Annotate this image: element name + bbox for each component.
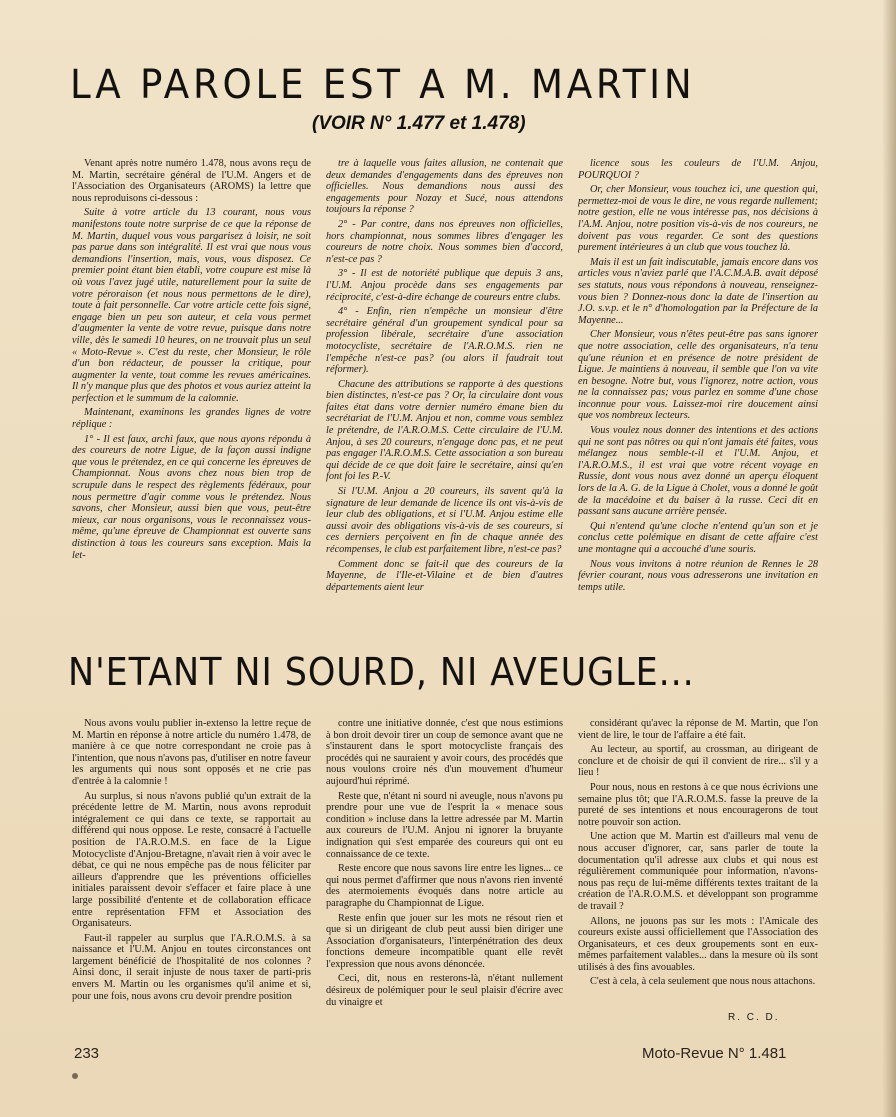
paragraph: Nous avons voulu publier in-extenso la lettre reçue de M. Martin en réponse à notre article du numéro 1.478, de manière à ce que notre correspondant ne croie pas à l'intention, que nous n'avons pas, d'utiliser en notre faveur les arguments qui nous sont opposés et ne crie pas d'entrée à la calomnie ! bbox=[72, 718, 311, 787]
paragraph: Reste enfin que jouer sur les mots ne résout rien et que si un dirigeant de club peut aussi bien diriger une Association d'organisateurs, l'interpénétration des deux fonctions demeure incompatible quant elle revêt l'expression que nous avons dénoncée. bbox=[326, 912, 563, 970]
paragraph: 4° - Enfin, rien n'empêche un monsieur d'être secrétaire général d'un groupement syndical pour sa profession libérale, secrétaire d'une association motocycliste, secrétaire de l'A.R.O.M.S. rien ne l'empêche n'est-ce pas? (ou alors il faudrait tout réformer). bbox=[326, 306, 563, 376]
paragraph: tre à laquelle vous faites allusion, ne contenait que deux demandes d'engagements dans des épreuves non officielles. Nous demandions nous aussi des engagements pour Nozay et Sucé, nous attendons toujours la réponse ? bbox=[326, 158, 563, 216]
paragraph: Au lecteur, au sportif, au crossman, au dirigeant de conclure et de choisir de qui il convient de rire... s'il y a lieu ! bbox=[578, 744, 818, 779]
paragraph: Pour nous, nous en restons à ce que nous écrivions une semaine plus tôt; que l'A.R.O.M.S. fasse la preuve de la pureté de ses intentions et nous encouragerons de tout notre pouvoir son action. bbox=[578, 781, 818, 828]
paragraph: Maintenant, examinons les grandes lignes de votre réplique : bbox=[72, 407, 311, 431]
page-edge-shadow bbox=[882, 0, 896, 1117]
article1-column-1 bbox=[72, 158, 311, 624]
paragraph: Reste que, n'étant ni sourd ni aveugle, nous n'avons pu prendre pour une vue de l'esprit la « menace sous condition » incluse dans la lettre adressée par M. Martin aux coureurs de l'U.M. Anjou ni ignorer la bruyante indignation qui s'est emparée des coureurs qui ont eu connaissance de ce texte. bbox=[326, 790, 563, 860]
article1-column-3 bbox=[578, 158, 818, 624]
article2-title: N'ETANT NI SOURD, NI AVEUGLE... bbox=[68, 650, 695, 694]
publication-footer: Moto-Revue N° 1.481 bbox=[642, 1045, 787, 1062]
paragraph: Cher Monsieur, vous n'êtes peut-être pas sans ignorer que notre association, celle des organisateurs, n'a tenu qu'une réunion et en présence de notre président de Ligue. Je maintiens à nouveau, il semble que l'on va vite en besogne. Notre but, vous l'ignorez, notre action, vous ne la connaissez pas; vous parlez en somme d'une chose inconnue pour vous. Laissez-moi rire doucement ainsi que vos nombreux lecteurs. bbox=[578, 329, 818, 422]
paragraph: contre une initiative donnée, c'est que nous estimions à bon droit devoir tirer un coup de semonce avant que ne s'instaurent dans le sport motocycliste français des procédés qui ne sauraient y avoir cours, des procédés que nous voulons croire nés d'un mouvement d'humeur aujourd'hui réprimé. bbox=[326, 718, 563, 787]
paragraph: Vous voulez nous donner des intentions et des actions qui ne sont pas nôtres ou qui n'ont jamais été faites, vous mélangez nous semble-t-il et l'U.M. Anjou, et l'A.R.O.M.S., il est vrai que votre récent voyage en Russie, dont vous nous avez donné un aperçu éloquent lors de la A. G. de la Ligue à Cholet, vous a donné le goût de la macédoine et du baiser à la russe. Ceci dit en passant sans aucune arrière pensée. bbox=[578, 425, 818, 518]
paragraph: Une action que M. Martin est d'ailleurs mal venu de nous accuser d'ignorer, car, sans parler de toute la documentation qu'il adresse aux clubs et qui nous est régulièrement communiquée pour information, n'avons-nous pas reçu de lui-même différents textes traitant de la création de l'A.R.O.M.S. et développant son programme de travail ? bbox=[578, 831, 818, 912]
paragraph: Or, cher Monsieur, vous touchez ici, une question qui, permettez-moi de vous le dire, ne vous regarde nullement; notre gestion, elle ne vous intéresse pas, nos décisions à l'A.M. Anjou, notre position vis-à-vis de nos coureurs, ne doivent pas vous regarder. Ce sont des questions purement intérieures à un club que vous touchez là. bbox=[578, 184, 818, 254]
paragraph: considérant qu'avec la réponse de M. Martin, que l'on vient de lire, le tour de l'affaire a été fait. bbox=[578, 718, 818, 741]
binding-hole-mark bbox=[72, 1073, 78, 1079]
paragraph: 3° - Il est de notoriété publique que depuis 3 ans, l'U.M. Anjou procède dans ses engagements par réciprocité, c'est-à-dire échange de coureurs entre clubs. bbox=[326, 268, 563, 303]
paragraph: Chacune des attributions se rapporte à des questions bien distinctes, n'est-ce pas ? Or, la circulaire dont vous faites état dans votre dernier numéro émane bien du secrétariat de l'U.M. Anjou et non, comme vous semblez le prétendre, de l'A.R.O.M.S. Cette circulaire de l'U.M. Anjou, à ses 20 coureurs, n'engage donc pas, et ne peut pas engager l'A.R.O.M.S. Cette association a son bureau qui décide de ce que doit faire le secrétaire, ainsi qu'en font foi les P.-V. bbox=[326, 378, 563, 483]
paragraph: Mais il est un fait indiscutable, jamais encore dans vos articles vous n'aviez parlé que l'A.C.M.A.B. avait déposé ses statuts, nous vous répondons à nouveau, renseignez-vous bien ? Donnez-nous donc la date de l'insertion au J.O. s.v.p. et le n° d'homologation par la Préfecture de la Mayenne... bbox=[578, 256, 818, 326]
paragraph: Ceci, dit, nous en resterons-là, n'étant nullement désireux de polémiquer pour le seul plaisir d'écrire avec du vinaigre et bbox=[326, 973, 563, 1008]
article1-title: LA PAROLE EST A M. MARTIN bbox=[70, 62, 696, 108]
paragraph: Allons, ne jouons pas sur les mots : l'Amicale des coureurs existe aussi officiellement que l'Association des Organisateurs, et ces deux groupements sont en eux-mêmes parfaitement valables... dans la mesure où ils sont utilisés à des fins avouables. bbox=[578, 915, 818, 973]
paragraph: Faut-il rappeler au surplus que l'A.R.O.M.S. à sa naissance et l'U.M. Anjou en toutes circonstances ont largement bénéficié de l'hospitalité de nos colonnes ? Ainsi donc, il serait injuste de nous taxer de parti-pris envers M. Martin ou les organismes qu'il anime et si, pour une fois, nous avons cru devoir prendre position bbox=[72, 932, 311, 1002]
paragraph: Comment donc se fait-il que des coureurs de la Mayenne, de l'Ile-et-Vilaine et de bien d'autres départements aient leur bbox=[326, 558, 563, 593]
article1-subtitle: (VOIR N° 1.477 et 1.478) bbox=[312, 113, 526, 134]
paragraph: Venant après notre numéro 1.478, nous avons reçu de M. Martin, secrétaire général de l'U.M. Angers et de l'Association des Organisateurs (AROMS) la lettre que nous reproduisons ci-dessous : bbox=[72, 158, 311, 204]
paragraph: 1° - Il est faux, archi faux, que nous ayons répondu à des coureurs de notre Ligue, de la façon aussi indigne que vous le prétendez, en ce qui concerne les épreuves de Championnat. Nous avons chez nous bien trop de scrupule dans le respect des règlements fédéraux, pour nous permettre d'agir comme vous le prétendez. Nous savons, cher Monsieur, aussi bien que vous, peut-être mieux, car nous organisons, vous le reconnaissez vous-même, qu'une épreuve de Championnat est ouverte sans distinction à tous les coureurs sans exception. Mais la let- bbox=[72, 433, 311, 561]
article2-column-1 bbox=[72, 718, 311, 1038]
paragraph: C'est à cela, à cela seulement que nous nous attachons. bbox=[590, 976, 816, 988]
article2-column-3 bbox=[578, 718, 818, 1038]
paragraph: Qui n'entend qu'une cloche n'entend qu'un son et je conclus cette polémique en disant de cette affaire c'est une montagne qui a accouché d'une souris. bbox=[578, 520, 818, 555]
page-number: 233 bbox=[74, 1045, 100, 1062]
paragraph: 2° - Par contre, dans nos épreuves non officielles, hors championnat, nous sommes libres d'engager les coureurs de notre choix. Nous sommes bien d'accord, n'est-ce pas ? bbox=[326, 218, 563, 265]
article2-column-2 bbox=[326, 718, 563, 1038]
paragraph: Au surplus, si nous n'avons publié qu'un extrait de la précédente lettre de M. Martin, nous avons reproduit intégralement ce qui dans ce texte, se rapportait au différend qui nous oppose. Le reste, consacré à l'actuelle position de l'A.R.O.M.S. en face de la Ligue Motocycliste d'Anjou-Bretagne, n'avait rien à voir avec le débat, ce qui ne nous empêche pas de nous féliciter par ailleurs d'apprendre que les préventions officielles initiales paraissent devoir s'effacer et faire place à une large possibilité d'entente et de collaboration efficace entre représentation FFM et Association des Organisateurs. bbox=[72, 790, 311, 930]
article2-signature: R. C. D. bbox=[728, 1012, 780, 1023]
paragraph: Reste encore que nous savons lire entre les lignes... ce qui nous permet d'affirmer que nous n'avons rien inventé des atermoiements évoqués dans notre article au paragraphe du Championnat de Ligue. bbox=[326, 863, 563, 909]
paragraph: Suite à votre article du 13 courant, nous vous manifestons toute notre surprise de ce que la réponse de M. Martin, duquel vous vous pargarisez à loisir, ne soit pas parue dans son intégralité. Il est vrai que nous vous demandions l'insertion, mais, vous, vous disposez. Ce premier point étant bien établi, votre coupure est mise là où vous l'avez jugé utile, naturellement pour la suite de votre péroraison (et nous nous permettons de le dire), toute à fait personnelle. Car votre article cette fois signé, engage bien un peu son auteur, et cela vous permet d'augmenter la vente de votre revue, puisque dans notre ville, dès le samedi 10 heures, on ne trouvait plus un seul « Moto-Revue ». C'est du reste, cher Monsieur, le rôle d'un bon rédacteur, de pousser la critique, pour augmenter la vente, tout comme les revues américaines. Il n'y manque plus que des photos et vous auriez atteint la perfection et le summum de la calomnie. bbox=[72, 207, 311, 404]
paragraph: licence sous les couleurs de l'U.M. Anjou, POURQUOI ? bbox=[578, 158, 818, 181]
article1-column-2 bbox=[326, 158, 563, 624]
paragraph: Si l'U.M. Anjou a 20 coureurs, ils savent qu'à la signature de leur demande de licence ils ont vis-à-vis de leur club des obligations, et si l'U.M. Anjou estime elle aussi avoir des obligations vis-à-vis de ses coureurs, si ces derniers perçoivent en fin de chaque année des récompenses, le club est parfaitement libre, n'est-ce pas? bbox=[326, 486, 563, 555]
paragraph: Nous vous invitons à notre réunion de Rennes le 28 février courant, nous vous adresserons une invitation en temps utile. bbox=[578, 558, 818, 593]
